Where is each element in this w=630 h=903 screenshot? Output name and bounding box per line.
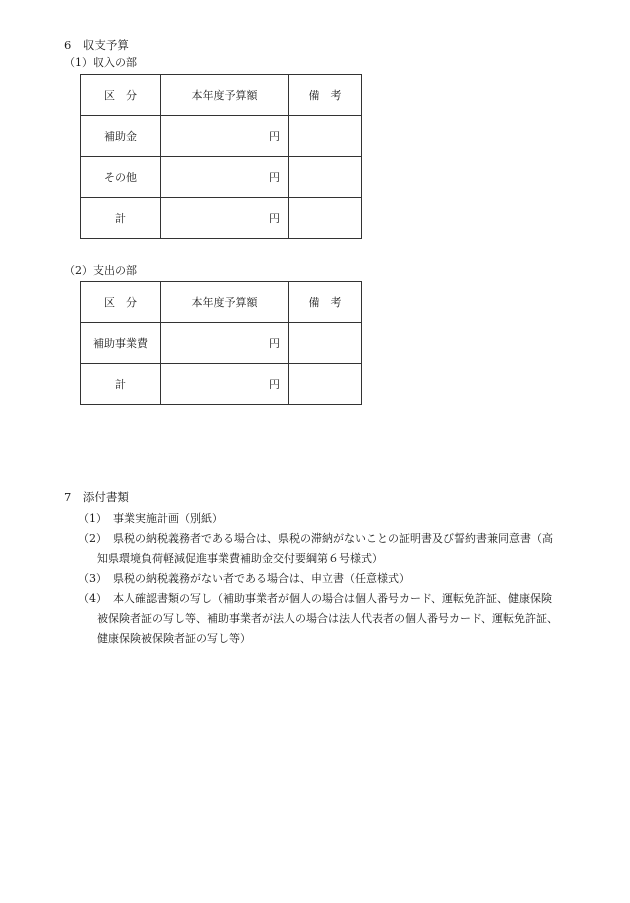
header-remarks: 備 考 (289, 75, 362, 116)
item-text-continued: 被保険者証の写し等、補助事業者が法人の場合は法人代表者の個人番号カード、運転免許証、 (97, 612, 559, 625)
item-text: 本人確認書類の写し（補助事業者が個人の場合は個人番号カード、運転免許証、健康保険 (113, 592, 553, 605)
expense-table (80, 281, 362, 405)
table-row (81, 323, 362, 364)
item-number: （1） (78, 512, 107, 525)
header-category: 区 分 (81, 75, 161, 116)
row-label: 補助金 (81, 116, 161, 157)
row-note (289, 198, 362, 239)
row-amount: 円 (161, 157, 289, 198)
row-amount: 円 (161, 323, 289, 364)
item-number: （2） (78, 532, 107, 545)
item-text-continued: 健康保険被保険者証の写し等） (97, 632, 251, 645)
row-amount: 円 (161, 364, 289, 405)
item-text: 県税の納税義務がない者である場合は、申立書（任意様式） (113, 572, 410, 585)
item-number: （3） (78, 572, 107, 585)
section-7-title: 7 添付書類 (64, 490, 129, 504)
item-text-continued: 知県環境負荷軽減促進事業費補助金交付要綱第６号様式） (97, 552, 383, 565)
header-budget: 本年度予算額 (161, 75, 289, 116)
item-number: （4） (78, 592, 107, 605)
header-category: 区 分 (81, 282, 161, 323)
row-note (289, 364, 362, 405)
table-row (81, 157, 362, 198)
income-subtitle: （1）収入の部 (64, 56, 137, 69)
row-label: 計 (81, 198, 161, 239)
header-budget: 本年度予算額 (161, 282, 289, 323)
table-header-row (81, 282, 362, 323)
header-remarks: 備 考 (289, 282, 362, 323)
row-label: 計 (81, 364, 161, 405)
section-6-title: 6 収支予算 (64, 38, 129, 52)
item-text: 県税の納税義務者である場合は、県税の滞納がないことの証明書及び誓約書兼同意書（高 (113, 532, 553, 545)
row-amount: 円 (161, 116, 289, 157)
row-label: その他 (81, 157, 161, 198)
item-text: 事業実施計画（別紙） (113, 512, 223, 525)
row-note (289, 323, 362, 364)
table-row (81, 364, 362, 405)
row-label: 補助事業費 (81, 323, 161, 364)
income-table (80, 74, 362, 239)
expense-subtitle: （2）支出の部 (64, 264, 137, 277)
row-note (289, 157, 362, 198)
row-note (289, 116, 362, 157)
table-header-row (81, 75, 362, 116)
row-amount: 円 (161, 198, 289, 239)
table-row (81, 198, 362, 239)
table-row (81, 116, 362, 157)
